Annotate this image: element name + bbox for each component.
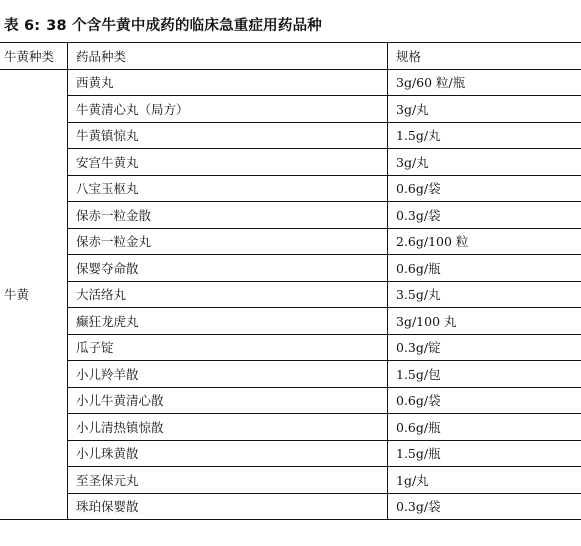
drug-name-cell: 保赤一粒金散 (68, 202, 388, 229)
drug-name-cell: 小儿珠黄散 (68, 440, 388, 467)
table-row (0, 175, 581, 202)
spec-cell: 3g/丸 (388, 149, 581, 176)
spec-cell: 0.3g/袋 (388, 202, 581, 229)
table-row (0, 255, 581, 282)
table-row (0, 69, 581, 96)
drug-name-cell: 大活络丸 (68, 281, 388, 308)
table-row (0, 387, 581, 414)
header-spec: 规格 (388, 43, 581, 70)
drug-name-cell: 保婴夺命散 (68, 255, 388, 282)
header-bezoar-type: 牛黄种类 (0, 43, 68, 70)
spec-cell: 1.5g/瓶 (388, 440, 581, 467)
bezoar-type-cell: 牛黄 (0, 69, 68, 520)
drug-name-cell: 小儿羚羊散 (68, 361, 388, 388)
spec-cell: 3g/60 粒/瓶 (388, 69, 581, 96)
table-header-row (0, 43, 581, 70)
spec-cell: 3.5g/丸 (388, 281, 581, 308)
spec-cell: 1.5g/包 (388, 361, 581, 388)
table-row (0, 467, 581, 494)
table-row (0, 308, 581, 335)
table-title: 38 个含牛黄中成药的临床急重症用药品种 (46, 18, 322, 34)
table-row (0, 122, 581, 149)
drug-name-cell: 小儿牛黄清心散 (68, 387, 388, 414)
table-row (0, 361, 581, 388)
drug-name-cell: 牛黄镇惊丸 (68, 122, 388, 149)
table-row (0, 149, 581, 176)
spec-cell: 1g/丸 (388, 467, 581, 494)
table-row (0, 96, 581, 123)
spec-cell: 0.6g/袋 (388, 387, 581, 414)
drug-spec-table (0, 42, 581, 520)
drug-name-cell: 珠珀保婴散 (68, 493, 388, 520)
table-row (0, 202, 581, 229)
spec-cell: 0.3g/袋 (388, 493, 581, 520)
drug-name-cell: 小儿清热镇惊散 (68, 414, 388, 441)
table-caption (4, 14, 322, 35)
table-row (0, 493, 581, 520)
spec-cell: 0.6g/瓶 (388, 414, 581, 441)
table-number: 表 6: (4, 18, 41, 34)
spec-cell: 3g/丸 (388, 96, 581, 123)
header-drug-type: 药品种类 (68, 43, 388, 70)
table-row (0, 440, 581, 467)
spec-cell: 0.6g/袋 (388, 175, 581, 202)
table-row (0, 414, 581, 441)
spec-cell: 3g/100 丸 (388, 308, 581, 335)
drug-name-cell: 瓜子锭 (68, 334, 388, 361)
drug-name-cell: 安宫牛黄丸 (68, 149, 388, 176)
spec-cell: 1.5g/丸 (388, 122, 581, 149)
drug-name-cell: 牛黄清心丸（局方） (68, 96, 388, 123)
spec-cell: 0.3g/锭 (388, 334, 581, 361)
drug-name-cell: 至圣保元丸 (68, 467, 388, 494)
spec-cell: 2.6g/100 粒 (388, 228, 581, 255)
drug-name-cell: 八宝玉枢丸 (68, 175, 388, 202)
table-body (0, 69, 581, 520)
table-row (0, 281, 581, 308)
table-row (0, 228, 581, 255)
spec-cell: 0.6g/瓶 (388, 255, 581, 282)
drug-name-cell: 保赤一粒金丸 (68, 228, 388, 255)
drug-name-cell: 癫狂龙虎丸 (68, 308, 388, 335)
drug-name-cell: 西黄丸 (68, 69, 388, 96)
table-row (0, 334, 581, 361)
